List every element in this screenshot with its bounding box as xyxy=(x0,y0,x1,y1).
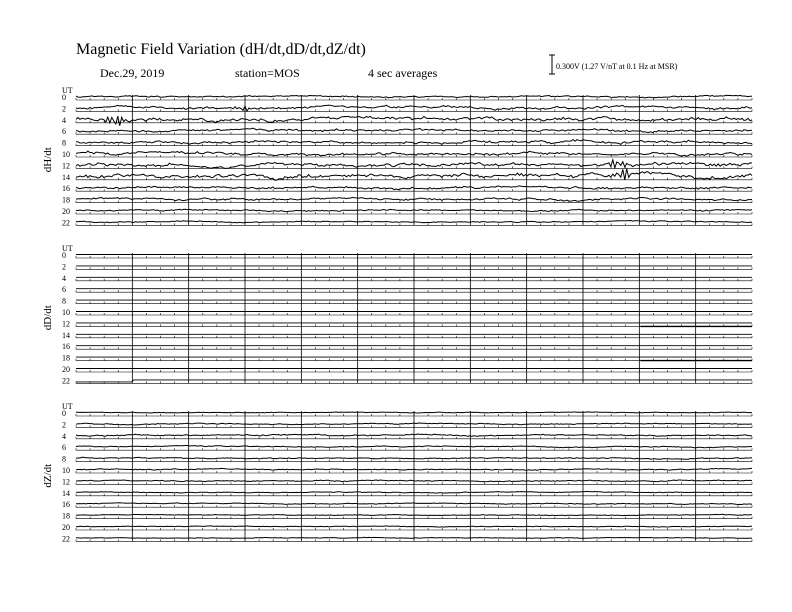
ut-label: UT xyxy=(62,86,73,95)
averaging-label: 4 sec averages xyxy=(368,66,438,80)
row-label: 20 xyxy=(62,523,70,532)
row-label: 6 xyxy=(62,127,66,137)
row-label: 8 xyxy=(62,454,66,464)
row-label: 12 xyxy=(62,319,70,329)
row-label: 10 xyxy=(62,466,70,475)
panel-dD-dt xyxy=(42,244,752,385)
axis-label: dD/dt xyxy=(42,305,54,331)
row-label: 22 xyxy=(62,534,70,544)
row-label: 18 xyxy=(62,511,70,521)
scale-bar xyxy=(549,55,555,74)
row-label: 20 xyxy=(62,365,70,374)
row-label: 16 xyxy=(62,342,70,352)
row-label: 16 xyxy=(62,184,70,194)
row-label: 8 xyxy=(62,296,66,306)
row-label: 12 xyxy=(62,477,70,487)
row-label: 12 xyxy=(62,161,70,171)
row-label: 18 xyxy=(62,353,70,363)
ut-label: UT xyxy=(62,244,73,253)
axis-label: dZ/dt xyxy=(42,463,54,488)
panel-dZ-dt xyxy=(42,402,752,543)
chart-title: Magnetic Field Variation (dH/dt,dD/dt,dZ/dt) xyxy=(76,41,366,58)
row-label: 14 xyxy=(62,488,70,498)
scale-label: 0.300V (1.27 V/nT at 0.1 Hz at MSR) xyxy=(556,62,678,71)
row-label: 2 xyxy=(62,104,66,114)
row-label: 0 xyxy=(62,93,66,102)
row-label: 20 xyxy=(62,207,70,216)
row-label: 6 xyxy=(62,285,66,295)
row-label: 2 xyxy=(62,420,66,430)
row-label: 8 xyxy=(62,138,66,148)
row-label: 10 xyxy=(62,150,70,159)
row-label: 16 xyxy=(62,500,70,510)
axis-label: dH/dt xyxy=(42,147,54,173)
row-label: 14 xyxy=(62,330,70,340)
panel-dH-dt xyxy=(42,86,752,227)
date-label: Dec.29, 2019 xyxy=(100,66,165,80)
ut-label: UT xyxy=(62,402,73,411)
row-label: 6 xyxy=(62,443,66,453)
row-label: 22 xyxy=(62,376,70,386)
row-label: 18 xyxy=(62,195,70,205)
station-label: station=MOS xyxy=(235,66,300,80)
row-label: 22 xyxy=(62,218,70,228)
row-label: 4 xyxy=(62,115,66,125)
row-label: 4 xyxy=(62,273,66,283)
row-label: 0 xyxy=(62,409,66,418)
row-label: 14 xyxy=(62,172,70,182)
row-label: 4 xyxy=(62,431,66,441)
row-label: 2 xyxy=(62,262,66,272)
row-label: 0 xyxy=(62,251,66,260)
row-label: 10 xyxy=(62,308,70,317)
